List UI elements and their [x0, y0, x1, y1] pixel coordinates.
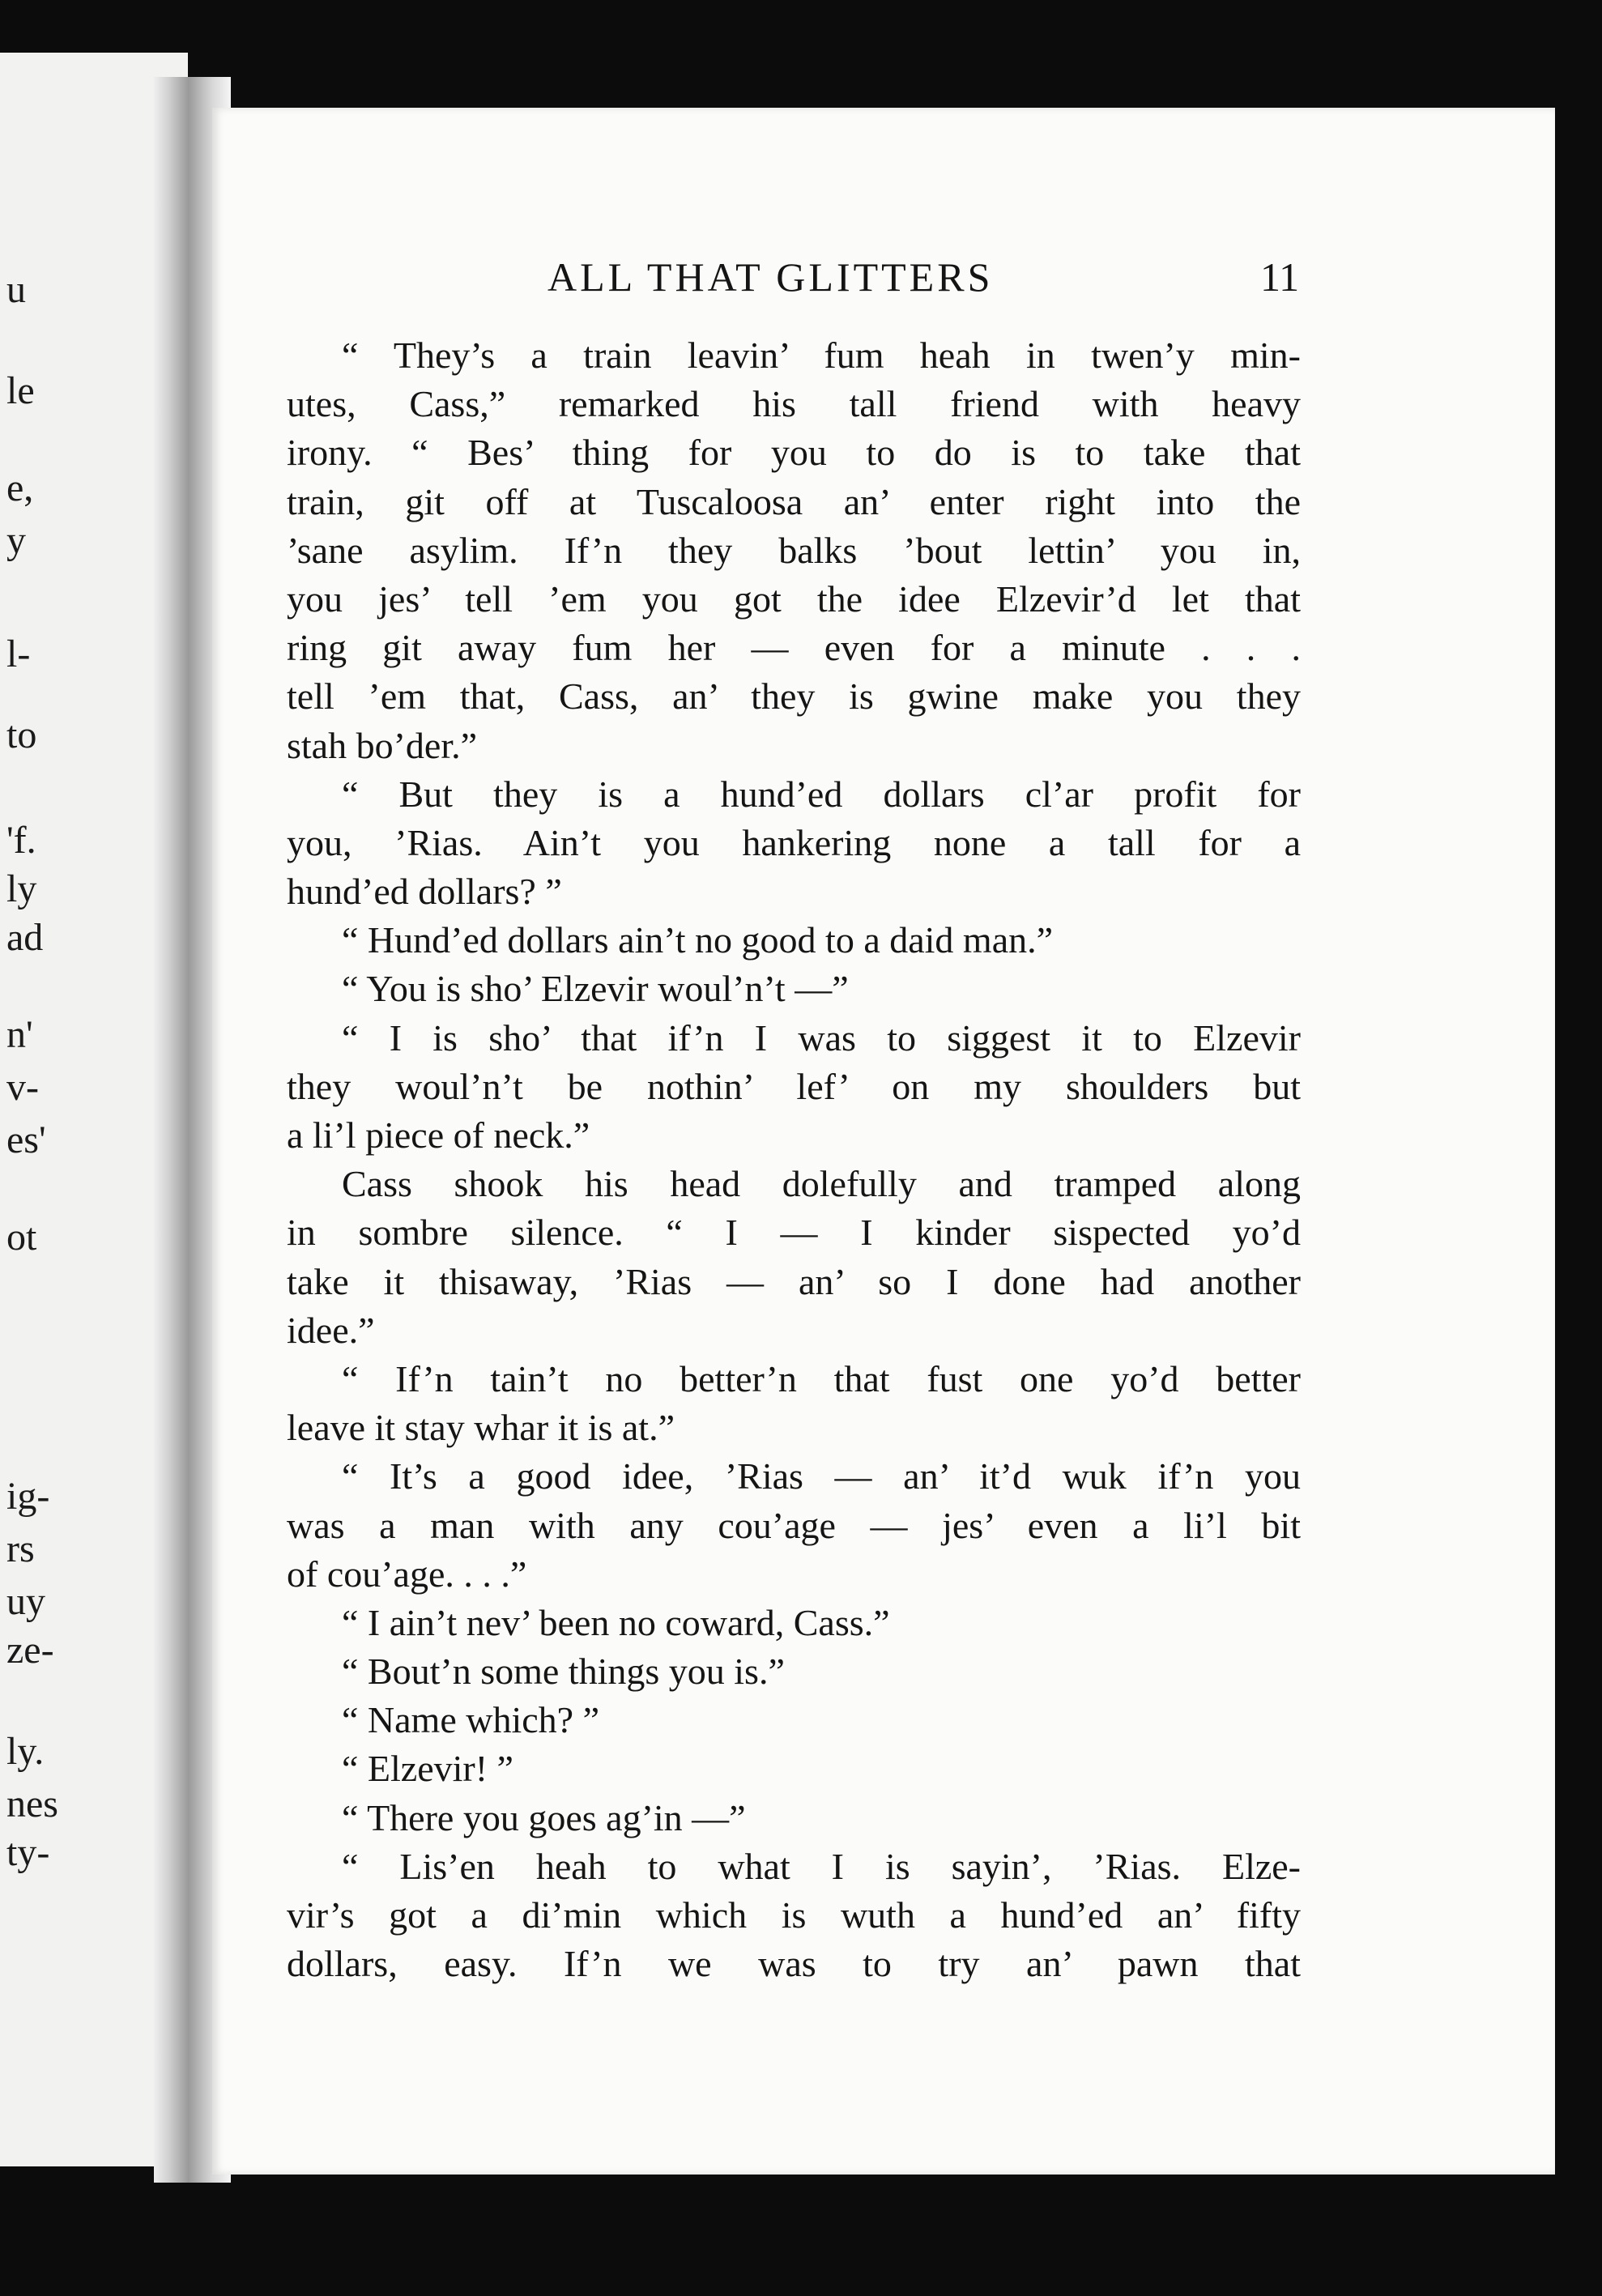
text-line: irony. “ Bes’ thing for you to do is to take that: [287, 432, 1301, 474]
facing-page-fragment: u: [6, 268, 26, 311]
facing-page-fragment: v-: [6, 1066, 39, 1109]
text-line: “ It’s a good idee, ’Rias — an’ it’d wuk if’n you: [342, 1455, 1301, 1497]
text-line: leave it stay whar it is at.”: [287, 1407, 675, 1449]
text-line: hund’ed dollars? ”: [287, 871, 562, 913]
text-line: stah bo’der.”: [287, 724, 478, 766]
facing-page-fragment: le: [6, 369, 35, 412]
facing-page-fragment: ig-: [6, 1475, 50, 1518]
text-line: take it thisaway, ’Rias — an’ so I done had another: [287, 1260, 1301, 1302]
text-line: tell ’em that, Cass, an’ they is gwine make you they: [287, 675, 1301, 718]
facing-page-fragment: ze-: [6, 1629, 54, 1672]
facing-page-fragment: ly.: [6, 1730, 45, 1773]
text-line: ring git away fum her — even for a minute . . .: [287, 627, 1301, 669]
facing-page-fragment: e,: [6, 466, 34, 509]
text-line: “ But they is a hund’ed dollars cl’ar profit for: [342, 773, 1301, 815]
facing-page-fragment: l-: [6, 633, 31, 675]
text-line: train, git off at Tuscaloosa an’ enter right into the: [287, 480, 1301, 522]
text-line: “ Hund’ed dollars ain’t no good to a daid man.”: [342, 919, 1054, 961]
text-line: ’sane asylim. If’n they balks ’bout lettin’ you in,: [287, 529, 1301, 571]
text-line: was a man with any cou’age — jes’ even a li’l bit: [287, 1504, 1301, 1546]
facing-page-fragment: ot: [6, 1216, 37, 1259]
facing-page-fragment: uy: [6, 1580, 45, 1623]
facing-page-fragment: rs: [6, 1527, 35, 1570]
text-line: “ There you goes ag’in —”: [342, 1796, 746, 1838]
text-line: they woul’n’t be nothin’ lef’ on my shoulders but: [287, 1065, 1301, 1107]
text-line: “ Lis’en heah to what I is sayin’, ’Rias. Elze-: [342, 1845, 1301, 1887]
text-line: “ Elzevir! ”: [342, 1748, 513, 1790]
facing-page-fragment: to: [6, 714, 37, 756]
text-line: a li’l piece of neck.”: [287, 1114, 590, 1156]
facing-page-fragment: es': [6, 1118, 46, 1161]
text-line: you, ’Rias. Ain’t you hankering none a tall for a: [287, 821, 1301, 863]
facing-page-fragment: ly: [6, 867, 37, 910]
page-number: 11: [1260, 254, 1300, 300]
text-line: “ I ain’t nev’ been no coward, Cass.”: [342, 1601, 890, 1643]
text-line: Cass shook his head dolefully and tramped along: [342, 1163, 1301, 1205]
text-line: utes, Cass,” remarked his tall friend with heavy: [287, 383, 1301, 425]
text-line: dollars, easy. If’n we was to try an’ pawn that: [287, 1943, 1301, 1985]
text-line: “ You is sho’ Elzevir woul’n’t —”: [342, 968, 849, 1010]
text-line: idee.”: [287, 1309, 375, 1351]
text-line: vir’s got a di’min which is wuth a hund’ed an’ fifty: [287, 1894, 1301, 1936]
text-line: “ Bout’n some things you is.”: [342, 1651, 785, 1693]
body-text: [287, 331, 1301, 1988]
text-line: “ They’s a train leavin’ fum heah in twen’y min-: [342, 334, 1301, 376]
facing-page-fragment: nes: [6, 1783, 58, 1825]
text-line: “ I is sho’ that if’n I was to siggest it to Elzevir: [342, 1016, 1301, 1059]
text-line: of cou’age. . . .”: [287, 1553, 527, 1595]
facing-page-fragment: n': [6, 1013, 33, 1056]
running-head-title: ALL THAT GLITTERS: [547, 254, 994, 300]
facing-page-fragment: ty-: [6, 1831, 50, 1874]
text-line: you jes’ tell ’em you got the idee Elzevir’d let that: [287, 577, 1301, 620]
text-line: “ Name which? ”: [342, 1699, 600, 1741]
facing-page-fragment: ad: [6, 916, 44, 959]
running-head: [212, 253, 1555, 310]
book-page: [212, 108, 1555, 2175]
facing-page-fragment: y: [6, 519, 26, 562]
text-line: in sombre silence. “ I — I kinder sispected yo’d: [287, 1212, 1301, 1254]
text-line: “ If’n tain’t no better’n that fust one yo’d better: [342, 1357, 1301, 1399]
facing-page-fragment: 'f.: [6, 819, 36, 862]
